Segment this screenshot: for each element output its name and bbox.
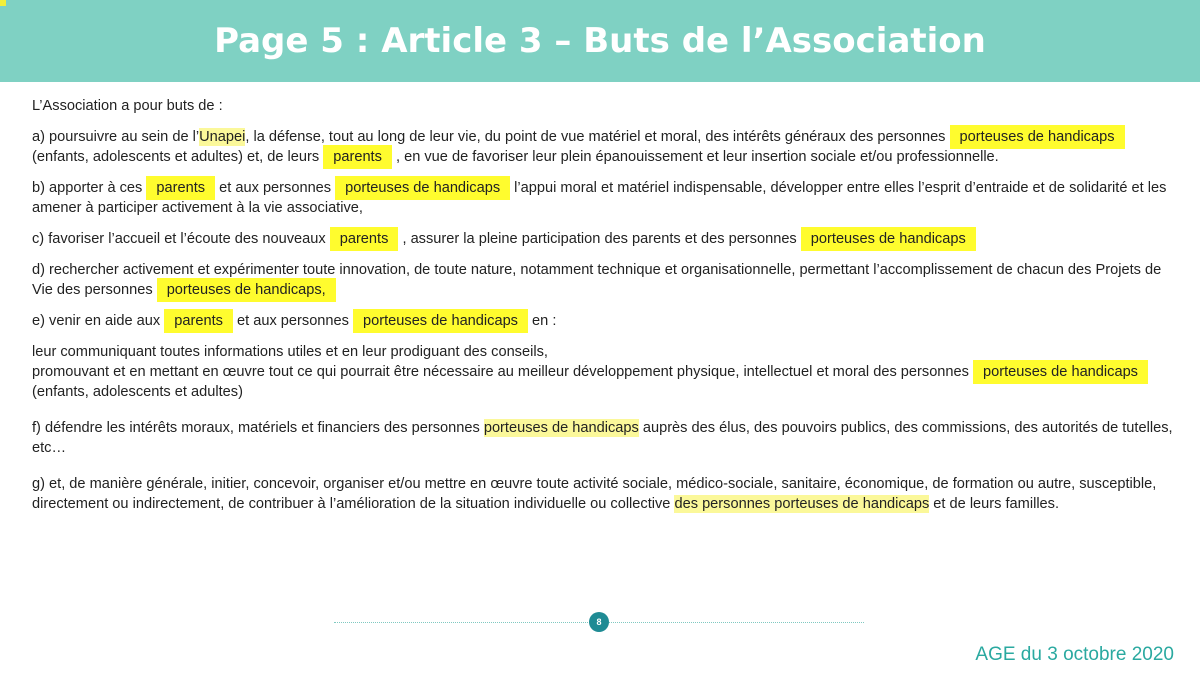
highlight: porteuses de handicaps	[335, 176, 510, 200]
paragraph-c: c) favoriser l’accueil et l’écoute des nouveaux parents , assurer la pleine participation des parents et des personnes porteuses de handicaps	[32, 229, 1182, 249]
highlight: parents	[146, 176, 215, 200]
paragraph-g: g) et, de manière générale, initier, concevoir, organiser et/ou mettre en œuvre toute activité sociale, médico-sociale, sanitaire, économique, de formation ou autre, susceptible, directement ou indirectement, de contribuer à l’amélioration de la situation individuelle ou collective des personnes porteuses de handicaps et de leurs familles.	[32, 476, 1157, 512]
highlight: parents	[164, 309, 233, 333]
paragraph-d: d) rechercher activement et expérimenter toute innovation, de toute nature, notamment technique et organisationnelle, permettant l’accomplissement de chacun des Projets de Vie des personnes porteuses de handicaps,	[32, 260, 1182, 300]
slide-header	[0, 0, 1200, 82]
highlight: porteuses de handicaps	[950, 125, 1125, 149]
highlight: porteuses de handicaps,	[157, 278, 336, 302]
highlight: porteuses de handicaps	[973, 360, 1148, 384]
highlight: parents	[323, 145, 392, 169]
page-indicator	[334, 612, 864, 632]
paragraph-f: f) défendre les intérêts moraux, matériels et financiers des personnes porteuses de handicaps auprès des élus, des pouvoirs publics, des commissions, des autorités de tutelles, etc…	[32, 420, 1173, 456]
slide-body	[32, 96, 1182, 525]
paragraph-b: b) apporter à ces parents et aux personnes porteuses de handicaps l’appui moral et matériel indispensable, développer entre elles l’esprit d’entraide et de solidarité et les amener à participer activement à la vie associative,	[32, 178, 1182, 218]
page-number-badge: 8	[589, 612, 609, 632]
paragraph-e: e) venir en aide aux parents et aux personnes porteuses de handicaps en :	[32, 311, 1182, 331]
highlight: porteuses de handicaps	[353, 309, 528, 333]
highlight: porteuses de handicaps	[801, 227, 976, 251]
page-title: Page 5 : Article 3 – Buts de l’Association	[214, 21, 986, 61]
highlight-unapei: Unapei	[199, 129, 246, 145]
paragraph-a: a) poursuivre au sein de l’Unapei, la défense, tout au long de leur vie, du point de vue matériel et moral, des intérêts généraux des personnes porteuses de handicaps (enfants, adolescents et adultes) et, de leurs parents , en vue de favoriser leur plein épanouissement et leur insertion sociale et/ou professionnelle.	[32, 127, 1182, 167]
paragraph-e-list: leur communiquant toutes informations utiles et en leur prodiguant des conseils, promouvant et en mettant en œuvre tout ce qui pourrait être nécessaire au meilleur développement physique, intellectuel et moral des personnes porteuses de handicaps (enfants, adolescents et adultes)	[32, 342, 1182, 402]
highlight: porteuses de handicaps	[483, 420, 639, 436]
corner-mark	[0, 0, 6, 6]
footer-date: AGE du 3 octobre 2020	[975, 644, 1174, 665]
highlight: parents	[330, 227, 399, 251]
highlight: des personnes porteuses de handicaps	[674, 496, 930, 512]
intro-text: L’Association a pour buts de :	[32, 98, 223, 114]
